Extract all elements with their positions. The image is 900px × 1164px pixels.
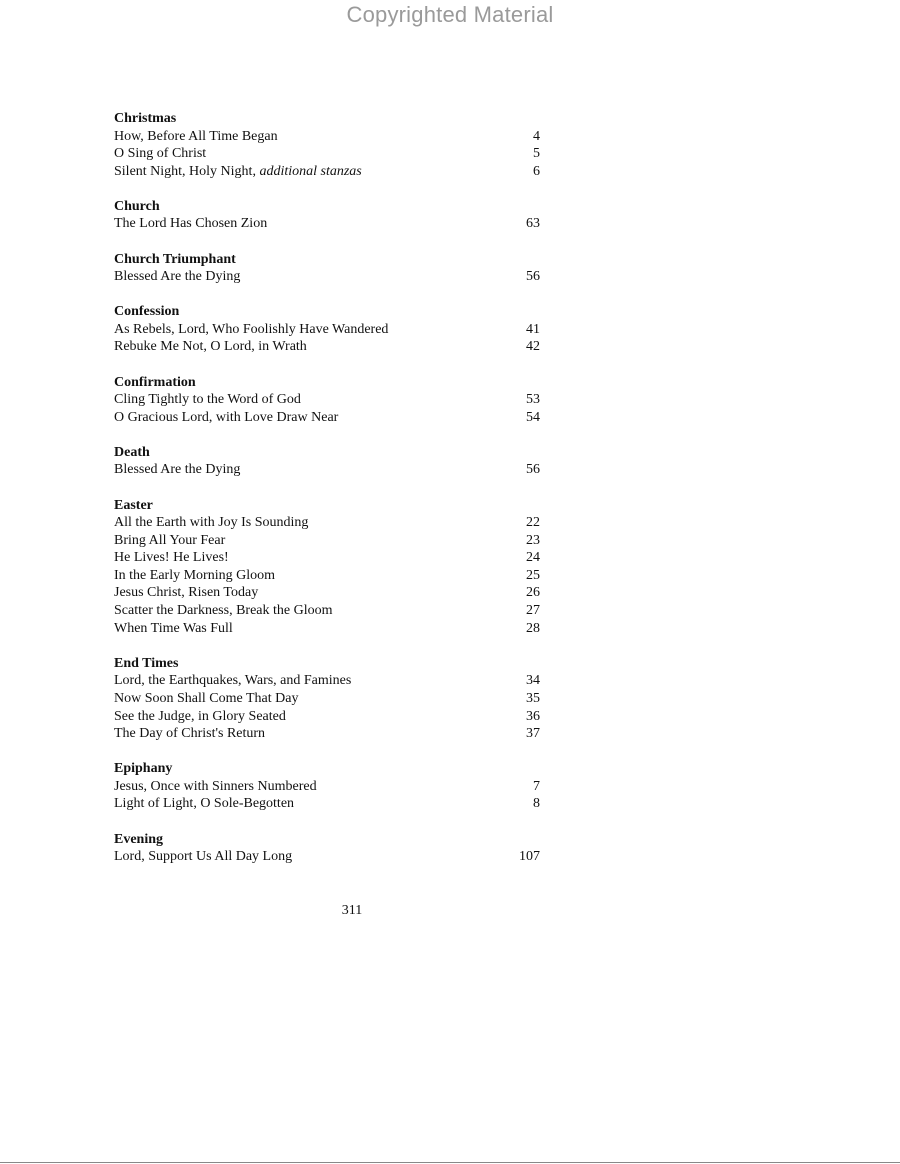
entry-title: Lord, the Earthquakes, Wars, and Famines bbox=[114, 673, 352, 689]
index-entry bbox=[114, 532, 540, 550]
section-heading: Christmas bbox=[114, 111, 177, 126]
index-entry bbox=[114, 795, 540, 813]
index-section bbox=[114, 831, 540, 866]
index-entry bbox=[114, 672, 540, 690]
index-section bbox=[114, 198, 540, 233]
entry-page-number: 4 bbox=[533, 128, 540, 144]
index-section bbox=[114, 374, 540, 427]
section-heading: Easter bbox=[114, 497, 153, 513]
index-entry bbox=[114, 708, 540, 726]
entry-page-number: 28 bbox=[526, 620, 540, 636]
section-heading: Death bbox=[114, 444, 150, 460]
page-number: 311 bbox=[341, 903, 363, 918]
entry-page-number: 36 bbox=[526, 708, 540, 724]
entry-title: When Time Was Full bbox=[114, 620, 233, 636]
entry-title: He Lives! He Lives! bbox=[114, 550, 229, 566]
entry-page-number: 7 bbox=[533, 778, 540, 794]
index-entry bbox=[114, 391, 540, 409]
section-heading: End Times bbox=[114, 655, 179, 671]
index-section bbox=[114, 655, 540, 743]
index-entry bbox=[114, 778, 540, 796]
entry-title: How, Before All Time Began bbox=[114, 128, 278, 144]
index-section bbox=[114, 497, 540, 638]
index-entry bbox=[114, 567, 540, 585]
entry-page-number: 5 bbox=[533, 146, 540, 162]
entry-title: Light of Light, O Sole-Begotten bbox=[114, 796, 295, 812]
entry-title: The Day of Christ's Return bbox=[114, 726, 266, 742]
section-heading: Church Triumphant bbox=[114, 251, 236, 267]
entry-title-with-note bbox=[114, 163, 510, 181]
index-entry bbox=[114, 725, 540, 743]
entry-page-number: 26 bbox=[526, 585, 540, 601]
entry-title: Blessed Are the Dying bbox=[114, 462, 241, 478]
index-entry bbox=[114, 145, 540, 163]
entry-page-number: 54 bbox=[526, 409, 540, 425]
index-section bbox=[114, 251, 540, 286]
entry-page-number: 25 bbox=[526, 567, 540, 583]
entry-title: Jesus Christ, Risen Today bbox=[114, 585, 259, 601]
entry-page-number: 22 bbox=[526, 515, 540, 531]
index-entry bbox=[114, 690, 540, 708]
index-entry bbox=[114, 848, 540, 866]
entry-page-number: 42 bbox=[526, 339, 540, 355]
entry-title: Jesus, Once with Sinners Numbered bbox=[114, 778, 317, 794]
index-entry bbox=[114, 620, 540, 638]
index-section bbox=[114, 303, 540, 356]
entry-page-number: 107 bbox=[519, 849, 540, 865]
entry-page-number: 56 bbox=[526, 462, 540, 478]
entry-note: additional stanzas bbox=[259, 163, 362, 179]
index-section bbox=[114, 760, 540, 813]
entry-page-number: 6 bbox=[533, 163, 540, 179]
index-entry bbox=[114, 549, 540, 567]
index-entry bbox=[114, 321, 540, 339]
topical-index bbox=[114, 110, 540, 883]
index-entry bbox=[114, 215, 540, 233]
index-entry bbox=[114, 461, 540, 479]
section-heading: Confession bbox=[114, 304, 180, 320]
entry-title: Bring All Your Fear bbox=[114, 532, 226, 548]
entry-title: O Sing of Christ bbox=[114, 146, 207, 162]
entry-page-number: 37 bbox=[526, 726, 540, 742]
index-section bbox=[114, 444, 540, 479]
section-heading: Confirmation bbox=[114, 374, 196, 390]
entry-page-number: 41 bbox=[526, 321, 540, 337]
index-entry bbox=[114, 514, 540, 532]
section-heading: Epiphany bbox=[114, 761, 173, 777]
entry-page-number: 34 bbox=[526, 673, 540, 689]
entry-page-number: 35 bbox=[526, 690, 540, 706]
section-heading: Evening bbox=[114, 831, 164, 847]
entry-title: As Rebels, Lord, Who Foolishly Have Wandered bbox=[114, 321, 389, 337]
index-section bbox=[114, 110, 540, 180]
entry-page-number: 56 bbox=[526, 269, 540, 285]
index-entry bbox=[114, 584, 540, 602]
entry-title: Blessed Are the Dying bbox=[114, 269, 241, 285]
entry-page-number: 27 bbox=[526, 603, 540, 619]
entry-title: Lord, Support Us All Day Long bbox=[114, 849, 293, 865]
entry-page-number: 24 bbox=[526, 550, 540, 566]
entry-title: See the Judge, in Glory Seated bbox=[114, 708, 286, 724]
copyright-watermark: Copyrighted Material bbox=[346, 2, 554, 27]
entry-page-number: 23 bbox=[526, 532, 540, 548]
entry-page-number: 53 bbox=[526, 392, 540, 408]
entry-page-number: 8 bbox=[533, 796, 540, 812]
entry-title: All the Earth with Joy Is Sounding bbox=[114, 515, 309, 531]
entry-page-number: 63 bbox=[526, 216, 540, 232]
bottom-rule bbox=[0, 1162, 900, 1163]
entry-title: O Gracious Lord, with Love Draw Near bbox=[114, 409, 339, 425]
index-entry bbox=[114, 163, 540, 181]
entry-title-text: Silent Night, Holy Night, bbox=[114, 163, 256, 179]
index-entry bbox=[114, 338, 540, 356]
entry-title: Scatter the Darkness, Break the Gloom bbox=[114, 603, 333, 619]
index-entry bbox=[114, 128, 540, 146]
index-entry bbox=[114, 409, 540, 427]
entry-title: Cling Tightly to the Word of God bbox=[114, 392, 301, 408]
entry-title: Rebuke Me Not, O Lord, in Wrath bbox=[114, 339, 307, 355]
index-entry bbox=[114, 602, 540, 620]
entry-title: In the Early Morning Gloom bbox=[114, 567, 275, 583]
index-entry bbox=[114, 268, 540, 286]
section-heading: Church bbox=[114, 198, 160, 214]
entry-title: Now Soon Shall Come That Day bbox=[114, 690, 299, 706]
entry-title: The Lord Has Chosen Zion bbox=[114, 216, 268, 232]
